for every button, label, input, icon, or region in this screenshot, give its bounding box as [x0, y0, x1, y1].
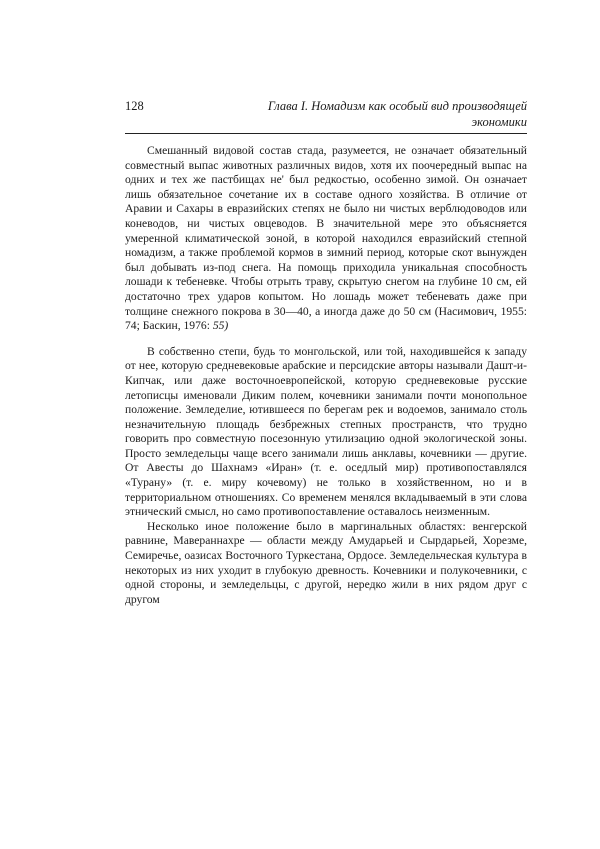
page-number: 128: [125, 99, 144, 113]
paragraph-3: Несколько иное положение было в маргинальных областях: венгерской равнине, Мавераннахре — области между Амударьей и Сырдарьей, Хорезме, Семиречье, оазисах Восточного Туркестана, Ордосе. Земледельческая культура в некоторых из них уходит в глубокую древность. Кочевники и полукочевники, с одной стороны, и земледельцы, с другой, нередко жили в них рядом друг с другом: [125, 519, 527, 606]
paragraph-1: [125, 144, 527, 334]
running-title: Глава I. Номадизм как особый вид производящей экономики: [267, 99, 527, 129]
page-header: [125, 98, 527, 134]
page-body: [125, 144, 527, 607]
paragraph-2: В собственно степи, будь то монгольской, или той, находившейся к западу от нее, которую средневековые арабские и персидские авторы называли Дашт-и-Кипчак, или даже восточноевропейской, которую средневековые русские летописцы именовали Диким полем, кочевники занимали почти монопольное положение. Земледелие, ютившееся по берегам рек и водоемов, занимало столь незначительную площадь безбрежных степных пространств, что трудно говорить про совместную посезонную утилизацию одной экологической зоны. Просто земледельцы чаще всего занимали лишь анклавы, кочевники — другие. От Авесты до Шахнамэ «Иран» (т. е. оседлый мир) противопоставлялся «Турану» (т. е. миру кочевому) не только в хозяйственном, но и в территориальном отношениях. Со временем менялся вкладываемый в эти слова этнический смысл, но само противопоставление оставалось неизменным.: [125, 344, 527, 519]
book-page: [125, 98, 527, 607]
paragraph-1-text: Смешанный видовой состав стада, разумеется, не означает обязательный совместный выпас животных различных видов, хотя их поочередный выпас на одних и тех же пастбищах не' был редкостью, особенно зимой. Он означает лишь обязательное сочетание их в составе одного хозяйства. В отличие от Аравии и Сахары в евразийских степях не было ни чистых верблюдоводов или коневодов, ни чистых овцеводов. В значительной мере это объясняется умеренной климатической зоной, в которой находился евразийский степной номадизм, а также проблемой кормов в зимний период, которые скот вынужден был добывать из-под снега. На помощь приходила уникальная способность лошади к тебеневке. Чтобы отрыть траву, скрытую снегом на глубине 10 см, ей достаточно трех ударов копытом. Но лошадь может тебеневать даже при толщине снежного покрова в 30—40, а иногда даже до 50 см (Насимович, 1955: 74; Баскин, 1976:: [125, 144, 527, 333]
paragraph-1-citation-tail: 55): [212, 319, 229, 333]
